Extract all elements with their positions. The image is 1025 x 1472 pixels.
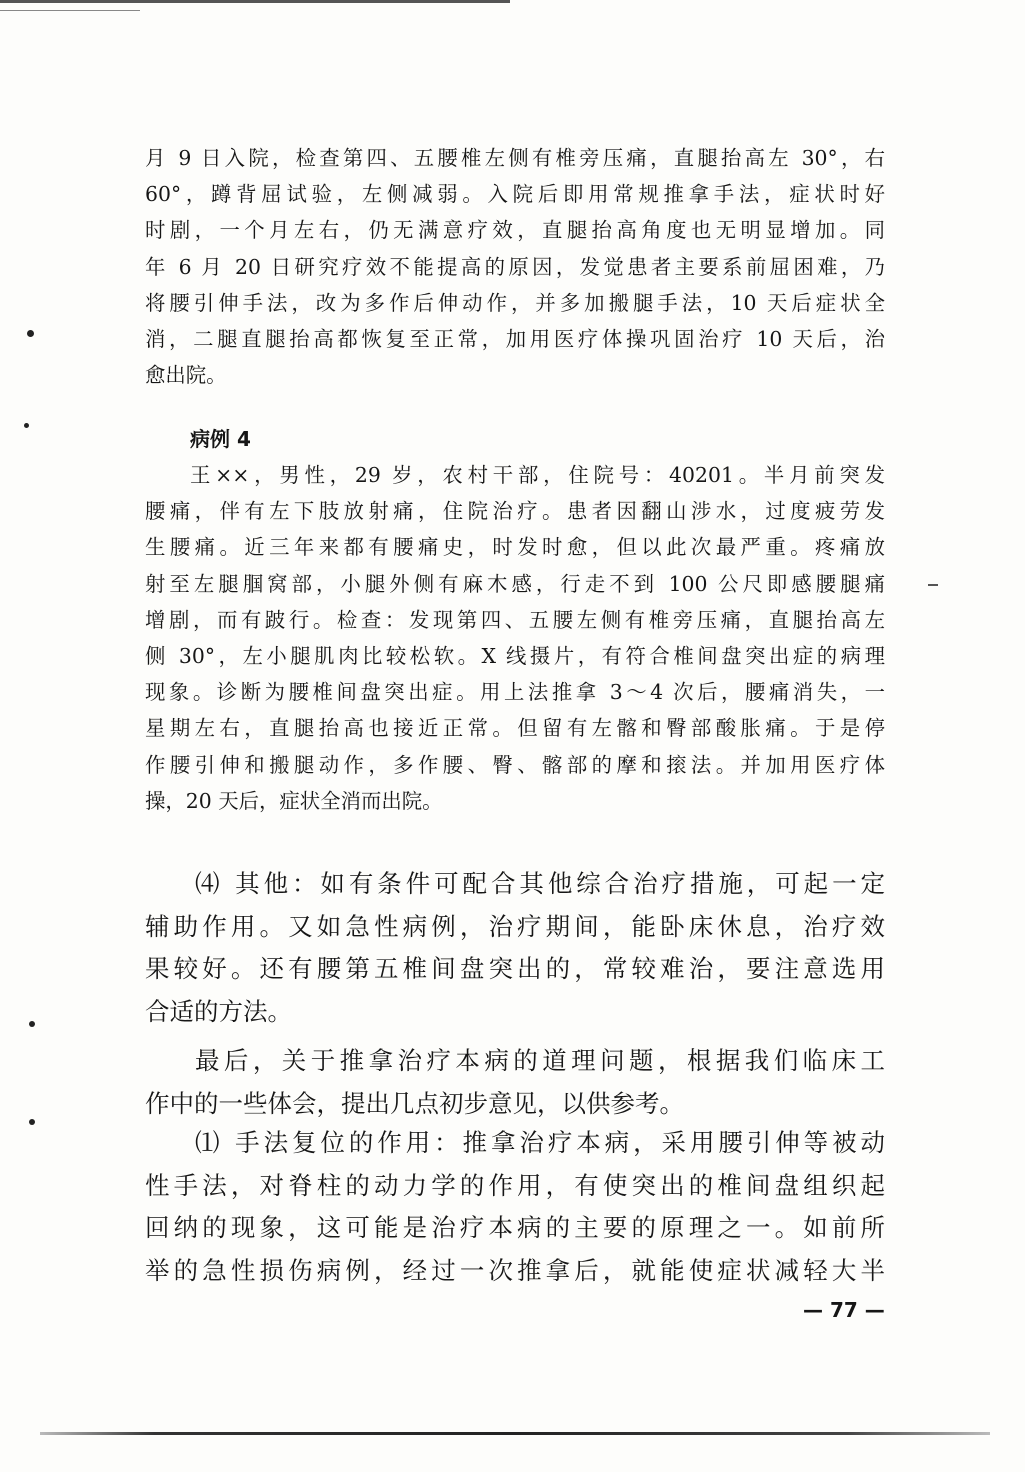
text-line: 将腰引伸手法，改为多作后伸动作，并多加搬腿手法，10 天后症状全 xyxy=(145,290,885,315)
text-line: 增剧，而有跛行。检查：发现第四、五腰左侧有椎旁压痛，直腿抬高左 xyxy=(145,607,885,632)
text-line: 回纳的现象，这可能是治疗本病的主要的原理之一。如前所 xyxy=(145,1213,885,1242)
text-line: 射至左腿腘窝部，小腿外侧有麻木感，行走不到 100 公尺即感腰腿痛 xyxy=(145,571,885,596)
text-line: 星期左右，直腿抬高也接近正常。但留有左髂和臀部酸胀痛。于是停 xyxy=(145,716,885,741)
continued-paragraph xyxy=(145,140,885,393)
top-scan-rule-thin xyxy=(0,10,140,11)
margin-dot xyxy=(29,1021,35,1027)
point1-paragraph xyxy=(145,1122,885,1292)
bottom-scan-rule xyxy=(40,1432,990,1435)
text-line: ⑴ 手法复位的作用：推拿治疗本病，采用腰引伸等被动 xyxy=(195,1128,885,1157)
text-line: 性手法，对脊柱的动力学的作用，有使突出的椎间盘组织起 xyxy=(145,1170,885,1200)
text-line: 作腰引伸和搬腿动作，多作腰、臀、髂部的摩和㨰法。并加用医疗体 xyxy=(145,752,885,777)
case-heading: 病例 4 xyxy=(190,427,251,451)
margin-mark xyxy=(928,584,938,586)
page-number: — 77 — xyxy=(803,1298,885,1322)
text-line: 年 6 月 20 日研究疗效不能提高的原因，发觉患者主要系前屈困难，乃 xyxy=(145,254,885,279)
text-line: 时剧，一个月左右，仍无满意疗效，直腿抬高角度也无明显增加。同 xyxy=(145,218,885,243)
text-line: 现象。诊断为腰椎间盘突出症。用上法推拿 3～4 次后，腰痛消失，一 xyxy=(145,680,885,705)
text-line: 腰痛，伴有左下肢放射痛，住院治疗。患者因翻山涉水，过度疲劳发 xyxy=(145,499,885,524)
text-line: 辅助作用。又如急性病例，治疗期间，能卧床休息，治疗效 xyxy=(145,911,885,941)
margin-dot xyxy=(24,423,29,428)
text-line: 消，二腿直腿抬高都恢复至正常，加用医疗体操巩固治疗 10 天后，治 xyxy=(145,326,885,351)
case-paragraph xyxy=(145,457,885,819)
text-line: 侧 30°，左小腿肌肉比较松软。X 线摄片，有符合椎间盘突出症的病理 xyxy=(145,643,885,668)
text-line: 愈出院。 xyxy=(145,363,227,388)
text-line: 举的急性损伤病例，经过一次推拿后，就能使症状减轻大半 xyxy=(145,1255,885,1285)
text-line: 操，20 天后，症状全消而出院。 xyxy=(145,788,443,813)
text-line: ⑷ 其他：如有条件可配合其他综合治疗措施，可起一定 xyxy=(195,869,885,898)
text-line: 60°，蹲背屈试验，左侧减弱。入院后即用常规推拿手法，症状时好 xyxy=(145,182,885,207)
text-line: 最后，关于推拿治疗本病的道理问题，根据我们临床工 xyxy=(195,1046,885,1075)
text-line: 果较好。还有腰第五椎间盘突出的，常较难治，要注意选用 xyxy=(145,954,885,983)
text-line: 作中的一些体会，提出几点初步意见，以供参考。 xyxy=(145,1088,684,1118)
text-line: 合适的方法。 xyxy=(145,996,292,1026)
margin-dot xyxy=(27,330,34,337)
other-paragraph xyxy=(145,863,885,1033)
text-line: 月 9 日入院，检查第四、五腰椎左侧有椎旁压痛，直腿抬高左 30°，右 xyxy=(145,146,885,170)
margin-dot xyxy=(29,1119,35,1125)
text-line: 生腰痛。近三年来都有腰痛史，时发时愈，但以此次最严重。疼痛放 xyxy=(145,535,885,560)
text-line: 王××，男性，29 岁，农村干部，住院号：40201。半月前突发 xyxy=(190,463,885,487)
final-paragraph xyxy=(145,1040,885,1125)
top-scan-rule xyxy=(0,0,510,3)
